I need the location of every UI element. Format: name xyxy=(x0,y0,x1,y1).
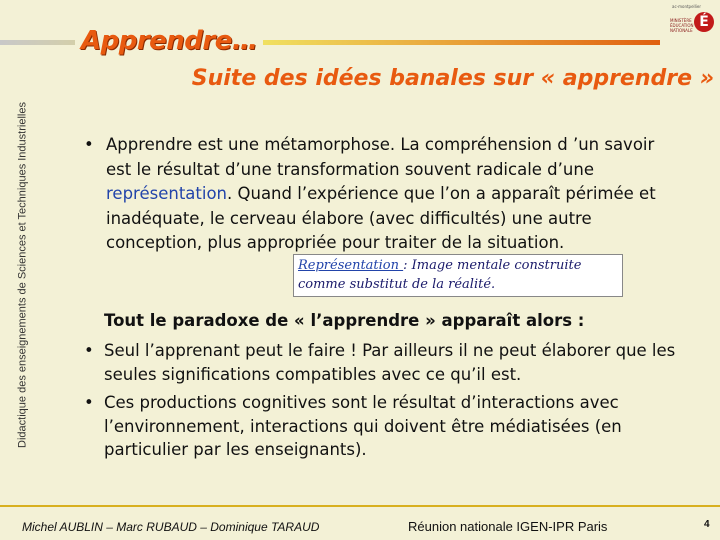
logo-lines xyxy=(670,18,694,33)
main-content xyxy=(84,133,684,256)
page-subtitle: Suite des idées banales sur « apprendre » xyxy=(191,66,714,91)
paradox-heading: Tout le paradoxe de « l’apprendre » apparaît alors : xyxy=(104,311,585,330)
page-number: 4 xyxy=(704,519,710,530)
definition-text: : Image mentale construite comme substitut de la réalité. xyxy=(298,258,582,292)
list-item-text: Seul l’apprenant peut le faire ! Par ailleurs il ne peut élaborer que les seules significations compatibles avec ce qu’il est. xyxy=(104,341,676,384)
bullet-text: Apprendre est une métamorphose. La compréhension d ’un savoir est le résultat d’une transformation souvent radicale d’une xyxy=(106,135,655,179)
list-item xyxy=(84,391,684,462)
sidebar-vertical-caption xyxy=(2,95,44,455)
footer-meeting: Réunion nationale IGEN-IPR Paris xyxy=(408,519,608,534)
list-item-text: Ces productions cognitives sont le résultat d’interactions avec l’environnement, interactions qui doivent être médiatisées (en particulier par les enseignants). xyxy=(104,393,622,459)
bullet-icon: • xyxy=(84,135,94,154)
definition-box xyxy=(293,254,623,297)
page-title: Apprendre… xyxy=(75,26,263,56)
definition-term: Représentation xyxy=(298,258,404,273)
logo-line: MINISTÈRE xyxy=(670,18,692,23)
logo-line: NATIONALE xyxy=(670,28,693,33)
bullet-item xyxy=(84,133,684,256)
paradox-list xyxy=(84,339,684,467)
footer-rule xyxy=(0,505,720,507)
sidebar-text: Didactique des enseignements de Sciences et Techniques Industrielles xyxy=(16,102,29,448)
logo-top-text: ac-montpellier xyxy=(672,4,701,9)
highlight-term: représentation xyxy=(106,184,228,203)
footer-authors: Michel AUBLIN – Marc RUBAUD – Dominique TARAUD xyxy=(22,520,320,534)
logo-emblem-icon: É xyxy=(694,12,714,32)
bullet-icon: • xyxy=(84,393,94,412)
logo-line: ÉDUCATION xyxy=(670,23,694,28)
bullet-text-end: . Quand l’expérience que l’on a apparaît périmée et inadéquate, le cerveau élabore (avec difficultés) une autre conception, plus appropriée pour traiter de la situation. xyxy=(106,184,656,252)
academy-logo xyxy=(664,2,718,44)
list-item xyxy=(84,339,684,386)
bullet-icon: • xyxy=(84,341,94,360)
